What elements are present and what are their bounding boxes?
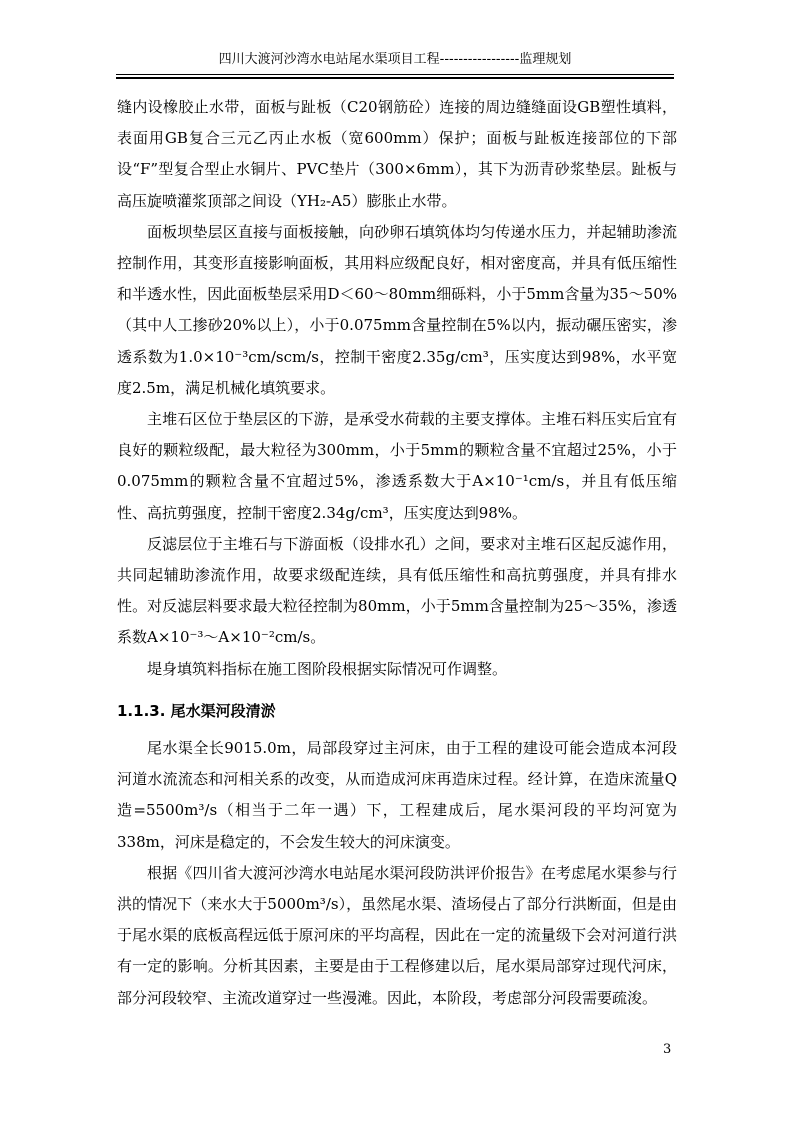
page-number: 3 — [663, 1042, 672, 1057]
paragraph-channel-length: 尾水渠全长9015.0m，局部段穿过主河床，由于工程的建设可能会造成本河段河道水流流态和河相关系的改变，从而造成河床再造床过程。经计算，在造床流量Q造=5500m³/s（相当于二年一遇）下，工程建成后，尾水渠河段的平均河宽为338m，河床是稳定的，不会发生较大的河床演变。 — [117, 739, 677, 851]
paragraph-cushion-zone: 面板坝垫层区直接与面板接触，向砂卵石填筑体均匀传递水压力，并起辅助渗流控制作用，其变形直接影响面板，其用料应级配良好，相对密度高，并具有低压缩性和半透水性，因此面板垫层采用D＜60～80mm细砾料，小于5mm含量为35～50%（其中人工掺砂20%以上），小于0.075mm含量控制在5%以内，振动碾压密实，渗透系数为1.0×10⁻³cm/scm/s，控制干密度2.35g/cm³，压实度达到98%，水平宽度2.5m，满足机械化填筑要求。 — [117, 222, 677, 397]
paragraph-flood-report: 根据《四川省大渡河沙湾水电站尾水渠河段防洪评价报告》在考虑尾水渠参与行洪的情况下（来水大于5000m³/s），虽然尾水渠、渣场侵占了部分行洪断面，但是由于尾水渠的底板高程远低于原河床的平均高程，因此在一定的流量级下会对河道行洪有一定的影响。分析其因素，主要是由于工程修建以后，尾水渠局部穿过现代河床，部分河段较窄、主流改道穿过一些漫滩。因此，本阶段，考虑部分河段需要疏浚。 — [117, 863, 677, 1007]
body-text — [117, 92, 677, 1014]
page-header: 四川大渡河沙湾水电站尾水渠项目工程-----------------监理规划 — [218, 52, 572, 67]
header-rule-thin — [116, 74, 674, 75]
paragraph-joint-waterstop: 缝内设橡胶止水带，面板与趾板（C20钢筋砼）连接的周边缝缝面设GB塑性填料，表面用GB复合三元乙丙止水板（宽600mm）保护；面板与趾板连接部位的下部设“F”型复合型止水铜片、PVC垫片（300×6mm），其下为沥青砂浆垫层。趾板与高压旋喷灌浆顶部之间设（YH₂-A5）膨胀止水带。 — [117, 98, 677, 210]
paragraph-filter-layer: 反滤层位于主堆石与下游面板（设排水孔）之间，要求对主堆石区起反滤作用，共同起辅助渗流作用，故要求级配连续，具有低压缩性和高抗剪强度，并具有排水性。对反滤层料要求最大粒径控制为80mm，小于5mm含量控制为25～35%，渗透系数A×10⁻³～A×10⁻²cm/s。 — [117, 534, 677, 647]
paragraph-fill-adjustment: 堤身填筑料指标在施工图阶段根据实际情况可作调整。 — [147, 659, 508, 678]
section-heading: 1.1.3. 尾水渠河段清淤 — [117, 701, 276, 720]
paragraph-main-rockfill: 主堆石区位于垫层区的下游，是承受水荷载的主要支撑体。主堆石料压实后宜有良好的颗粒级配，最大粒径为300mm，小于5mm的颗粒含量不宜超过25%，小于0.075mm的颗粒含量不宜超过5%，渗透系数大于A×10⁻¹cm/s，并且有低压缩性、高抗剪强度，控制干密度2.34g/cm³，压实度达到98%。 — [117, 410, 677, 522]
header-rule-thick — [116, 77, 674, 79]
